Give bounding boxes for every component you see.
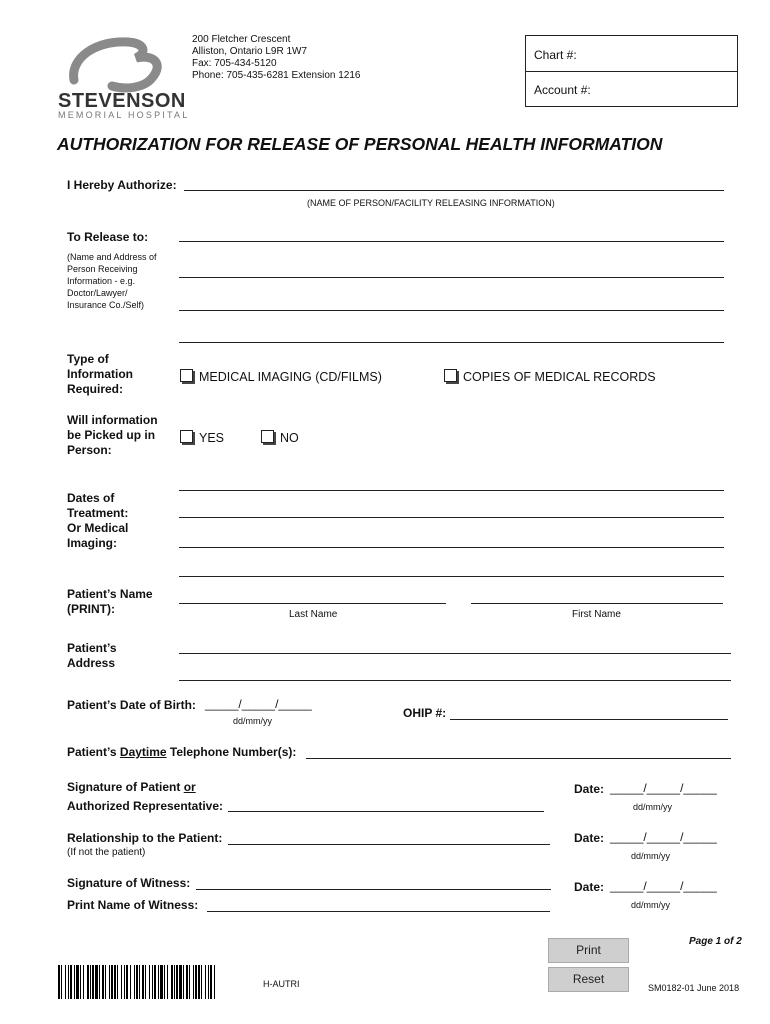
phone-label (67, 745, 296, 760)
phone-field[interactable] (306, 758, 731, 759)
type-label-2: Information (67, 367, 133, 381)
authorize-field[interactable] (184, 190, 724, 191)
medical-records-checkbox[interactable] (444, 369, 457, 382)
address-field-1[interactable] (179, 653, 731, 654)
release-field-2[interactable] (179, 277, 724, 278)
signature-label-1 (67, 780, 196, 795)
relationship-label: Relationship to the Patient: (67, 831, 223, 845)
witness-name-field[interactable] (207, 911, 550, 912)
release-hint-5: Insurance Co./Self) (67, 300, 145, 310)
patient-address-label-2: Address (67, 656, 116, 670)
dates-label-2: Treatment: (67, 506, 129, 520)
reset-button[interactable]: Reset (548, 967, 629, 992)
pickup-label-2: be Picked up in (67, 428, 156, 442)
form-id: SM0182-01 June 2018 (648, 983, 740, 993)
dates-label-3: Or Medical (67, 521, 129, 535)
pickup-yes-checkbox[interactable] (180, 430, 193, 443)
dob-hint: dd/mm/yy (233, 716, 273, 726)
pickup-no-option[interactable] (261, 430, 299, 445)
barcode-icon (58, 965, 216, 999)
date-field-3[interactable]: _____/_____/_____ (610, 879, 717, 893)
date-field-2[interactable]: _____/_____/_____ (610, 830, 717, 844)
release-hint-3: Information - e.g. (67, 276, 136, 286)
chart-number-label: Chart #: (534, 48, 577, 62)
signature-label-2: Authorized Representative: (67, 799, 224, 813)
form-code: H-AUTRI (263, 979, 300, 989)
relationship-hint: (If not the patient) (67, 847, 146, 858)
relationship-field[interactable] (228, 844, 550, 845)
release-field-4[interactable] (179, 342, 724, 343)
pickup-no-checkbox[interactable] (261, 430, 274, 443)
first-name-field[interactable] (471, 603, 723, 604)
account-number-label: Account #: (534, 83, 591, 97)
type-label-3: Required: (67, 382, 124, 396)
ohip-label: OHIP #: (403, 706, 447, 720)
phone-label-post: Telephone Number(s): (166, 745, 297, 759)
hospital-logo (56, 34, 190, 120)
page-title: AUTHORIZATION FOR RELEASE OF PERSONAL HEALTH INFORMATION (57, 134, 663, 154)
witness-signature-label: Signature of Witness: (67, 876, 191, 890)
release-label: To Release to: (67, 230, 149, 244)
authorize-hint: (NAME OF PERSON/FACILITY RELEASING INFORMATION) (307, 198, 555, 208)
print-button[interactable]: Print (548, 938, 629, 963)
release-hint-2: Person Receiving (67, 264, 138, 274)
dates-field-3[interactable] (179, 547, 724, 548)
logo-subtitle: MEMORIAL HOSPITAL (58, 110, 190, 120)
patient-name-label-2: (PRINT): (67, 602, 115, 616)
last-name-field[interactable] (179, 603, 446, 604)
phone-line: Phone: 705-435-6281 Extension 1216 (192, 70, 361, 81)
dates-label-4: Imaging: (67, 536, 117, 550)
dates-field-1[interactable] (179, 490, 724, 491)
phone-label-pre: Patient’s (67, 745, 120, 759)
signature-field[interactable] (228, 811, 544, 812)
ohip-field[interactable] (450, 719, 728, 720)
address-line-2: Alliston, Ontario L9R 1W7 (192, 46, 308, 57)
date-label-1: Date: (574, 782, 605, 796)
address-field-2[interactable] (179, 680, 731, 681)
chart-account-box (525, 35, 738, 107)
release-hint-4: Doctor/Lawyer/ (67, 288, 128, 298)
medical-imaging-label: MEDICAL IMAGING (CD/FILMS) (199, 370, 382, 384)
release-hint-1: (Name and Address of (67, 252, 157, 262)
signature-label-or: or (183, 780, 196, 794)
last-name-hint: Last Name (289, 609, 338, 620)
release-field-3[interactable] (179, 310, 724, 311)
dates-label-1: Dates of (67, 491, 115, 505)
pickup-yes-label: YES (199, 431, 225, 445)
address-line-1: 200 Fletcher Crescent (192, 34, 291, 45)
dob-field[interactable]: _____/_____/_____ (205, 697, 312, 711)
date-field-1[interactable]: _____/_____/_____ (610, 781, 717, 795)
phone-label-em: Daytime (119, 745, 167, 759)
medical-imaging-option[interactable] (180, 369, 382, 384)
date-label-2: Date: (574, 831, 605, 845)
logo-name: STEVENSON (58, 90, 186, 112)
dob-label: Patient’s Date of Birth: (67, 698, 196, 712)
medical-records-option[interactable] (444, 369, 656, 384)
pickup-label-1: Will information (67, 413, 158, 427)
medical-imaging-checkbox[interactable] (180, 369, 193, 382)
type-label-1: Type of (67, 352, 109, 366)
patient-name-label-1: Patient’s Name (67, 587, 153, 601)
date-hint-1: dd/mm/yy (633, 802, 673, 812)
date-hint-3: dd/mm/yy (631, 900, 671, 910)
witness-signature-field[interactable] (196, 889, 551, 890)
witness-name-label: Print Name of Witness: (67, 898, 199, 912)
medical-records-label: COPIES OF MEDICAL RECORDS (463, 370, 656, 384)
dates-field-4[interactable] (179, 576, 724, 577)
fax-line: Fax: 705-434-5120 (192, 58, 277, 69)
first-name-hint: First Name (572, 609, 621, 620)
pickup-label-3: Person: (67, 443, 112, 457)
pickup-no-label: NO (280, 431, 299, 445)
authorize-label: I Hereby Authorize: (67, 178, 177, 192)
patient-address-label-1: Patient’s (67, 641, 117, 655)
logo-swoosh-icon (56, 34, 186, 94)
signature-label-pre: Signature of Patient (67, 780, 184, 794)
pickup-yes-option[interactable] (180, 430, 224, 445)
date-label-3: Date: (574, 880, 605, 894)
release-field-1[interactable] (179, 241, 724, 242)
page-number: Page 1 of 2 (689, 936, 742, 947)
dates-field-2[interactable] (179, 517, 724, 518)
date-hint-2: dd/mm/yy (631, 851, 671, 861)
